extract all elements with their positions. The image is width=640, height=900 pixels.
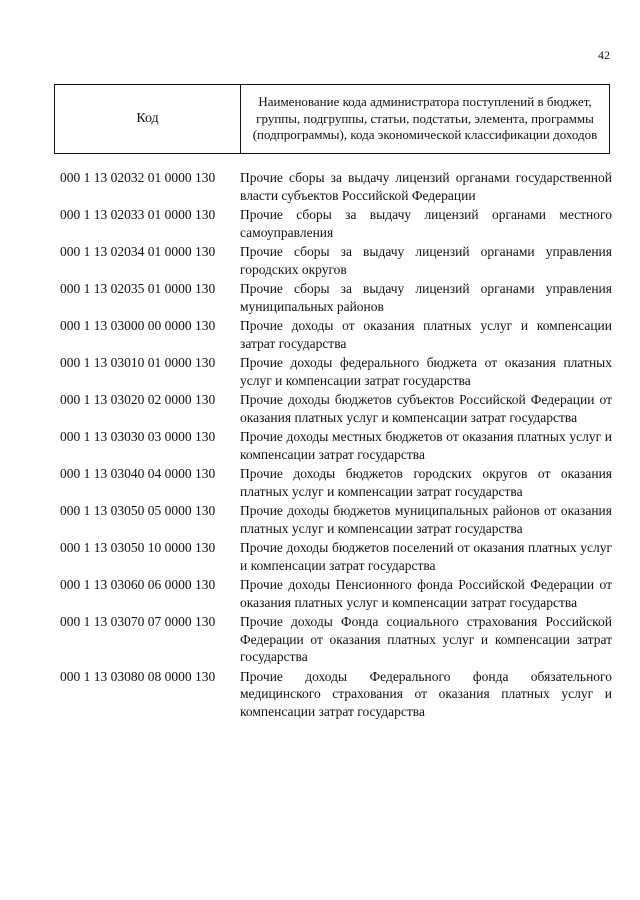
table-header [54,84,610,154]
table-row [60,428,612,463]
row-code: 000 1 13 02032 01 0000 130 [60,170,216,185]
row-name: Прочие сборы за выдачу лицензий органами государственной власти субъектов Российской Федерации [240,170,612,203]
row-code: 000 1 13 03060 06 0000 130 [60,577,216,592]
table-row [60,539,612,574]
header-code-column: Код [55,85,241,153]
row-name: Прочие доходы федерального бюджета от оказания платных услуг и компенсации затрат государства [240,355,612,388]
row-code: 000 1 13 03080 08 0000 130 [60,668,216,684]
page-number: 42 [598,48,610,62]
row-name: Прочие доходы бюджетов муниципальных районов от оказания платных услуг и компенсации затрат государства [240,503,612,536]
row-name: Прочие сборы за выдачу лицензий органами управления городских округов [240,244,612,277]
row-code: 000 1 13 03050 10 0000 130 [60,540,216,555]
row-name: Прочие доходы Пенсионного фонда Российской Федерации от оказания платных услуг и компенсации затрат государства [240,577,612,610]
row-name: Прочие сборы за выдачу лицензий органами местного самоуправления [240,207,612,240]
row-name: Прочие доходы от оказания платных услуг и компенсации затрат государства [240,318,612,351]
row-name: Прочие доходы Федерального фонда обязательного медицинского страхования от оказания платных услуг и компенсации затрат государства [240,668,612,719]
row-code: 000 1 13 03010 01 0000 130 [60,355,216,370]
table-row [60,243,612,278]
row-name: Прочие доходы бюджетов субъектов Российской Федерации от оказания платных услуг и компенсации затрат государства [240,392,612,425]
row-code: 000 1 13 02034 01 0000 130 [60,244,216,259]
table-row [60,391,612,426]
table-row [60,502,612,537]
table-row [60,465,612,500]
row-code: 000 1 13 03070 07 0000 130 [60,614,216,629]
row-name: Прочие доходы бюджетов поселений от оказания платных услуг и компенсации затрат государства [240,540,612,573]
row-name: Прочие доходы Фонда социального страхования Российской Федерации от оказания платных услуг и компенсации затрат государства [240,614,612,664]
row-name: Прочие доходы бюджетов городских округов от оказания платных услуг и компенсации затрат государства [240,466,612,499]
table-row [60,280,612,315]
table-row [60,613,612,666]
header-name-column: Наименование кода администратора поступлений в бюджет, группы, подгруппы, статьи, подстатьи, элемента, программы (подпрограммы), кода экономической классификации доходов [252,94,598,143]
row-code: 000 1 13 03020 02 0000 130 [60,392,216,407]
table-row [60,354,612,389]
table-row [60,206,612,241]
row-code: 000 1 13 03050 05 0000 130 [60,503,216,518]
table-row [60,576,612,611]
classification-list [60,169,612,722]
table-row [60,317,612,352]
row-name: Прочие сборы за выдачу лицензий органами управления муниципальных районов [240,281,612,314]
row-code: 000 1 13 03000 00 0000 130 [60,318,216,333]
table-row [60,668,612,721]
row-code: 000 1 13 02033 01 0000 130 [60,207,216,222]
row-code: 000 1 13 03030 03 0000 130 [60,429,216,444]
row-code: 000 1 13 03040 04 0000 130 [60,466,216,481]
row-code: 000 1 13 02035 01 0000 130 [60,281,216,296]
row-name: Прочие доходы местных бюджетов от оказания платных услуг и компенсации затрат государства [240,429,612,462]
table-row [60,169,612,204]
